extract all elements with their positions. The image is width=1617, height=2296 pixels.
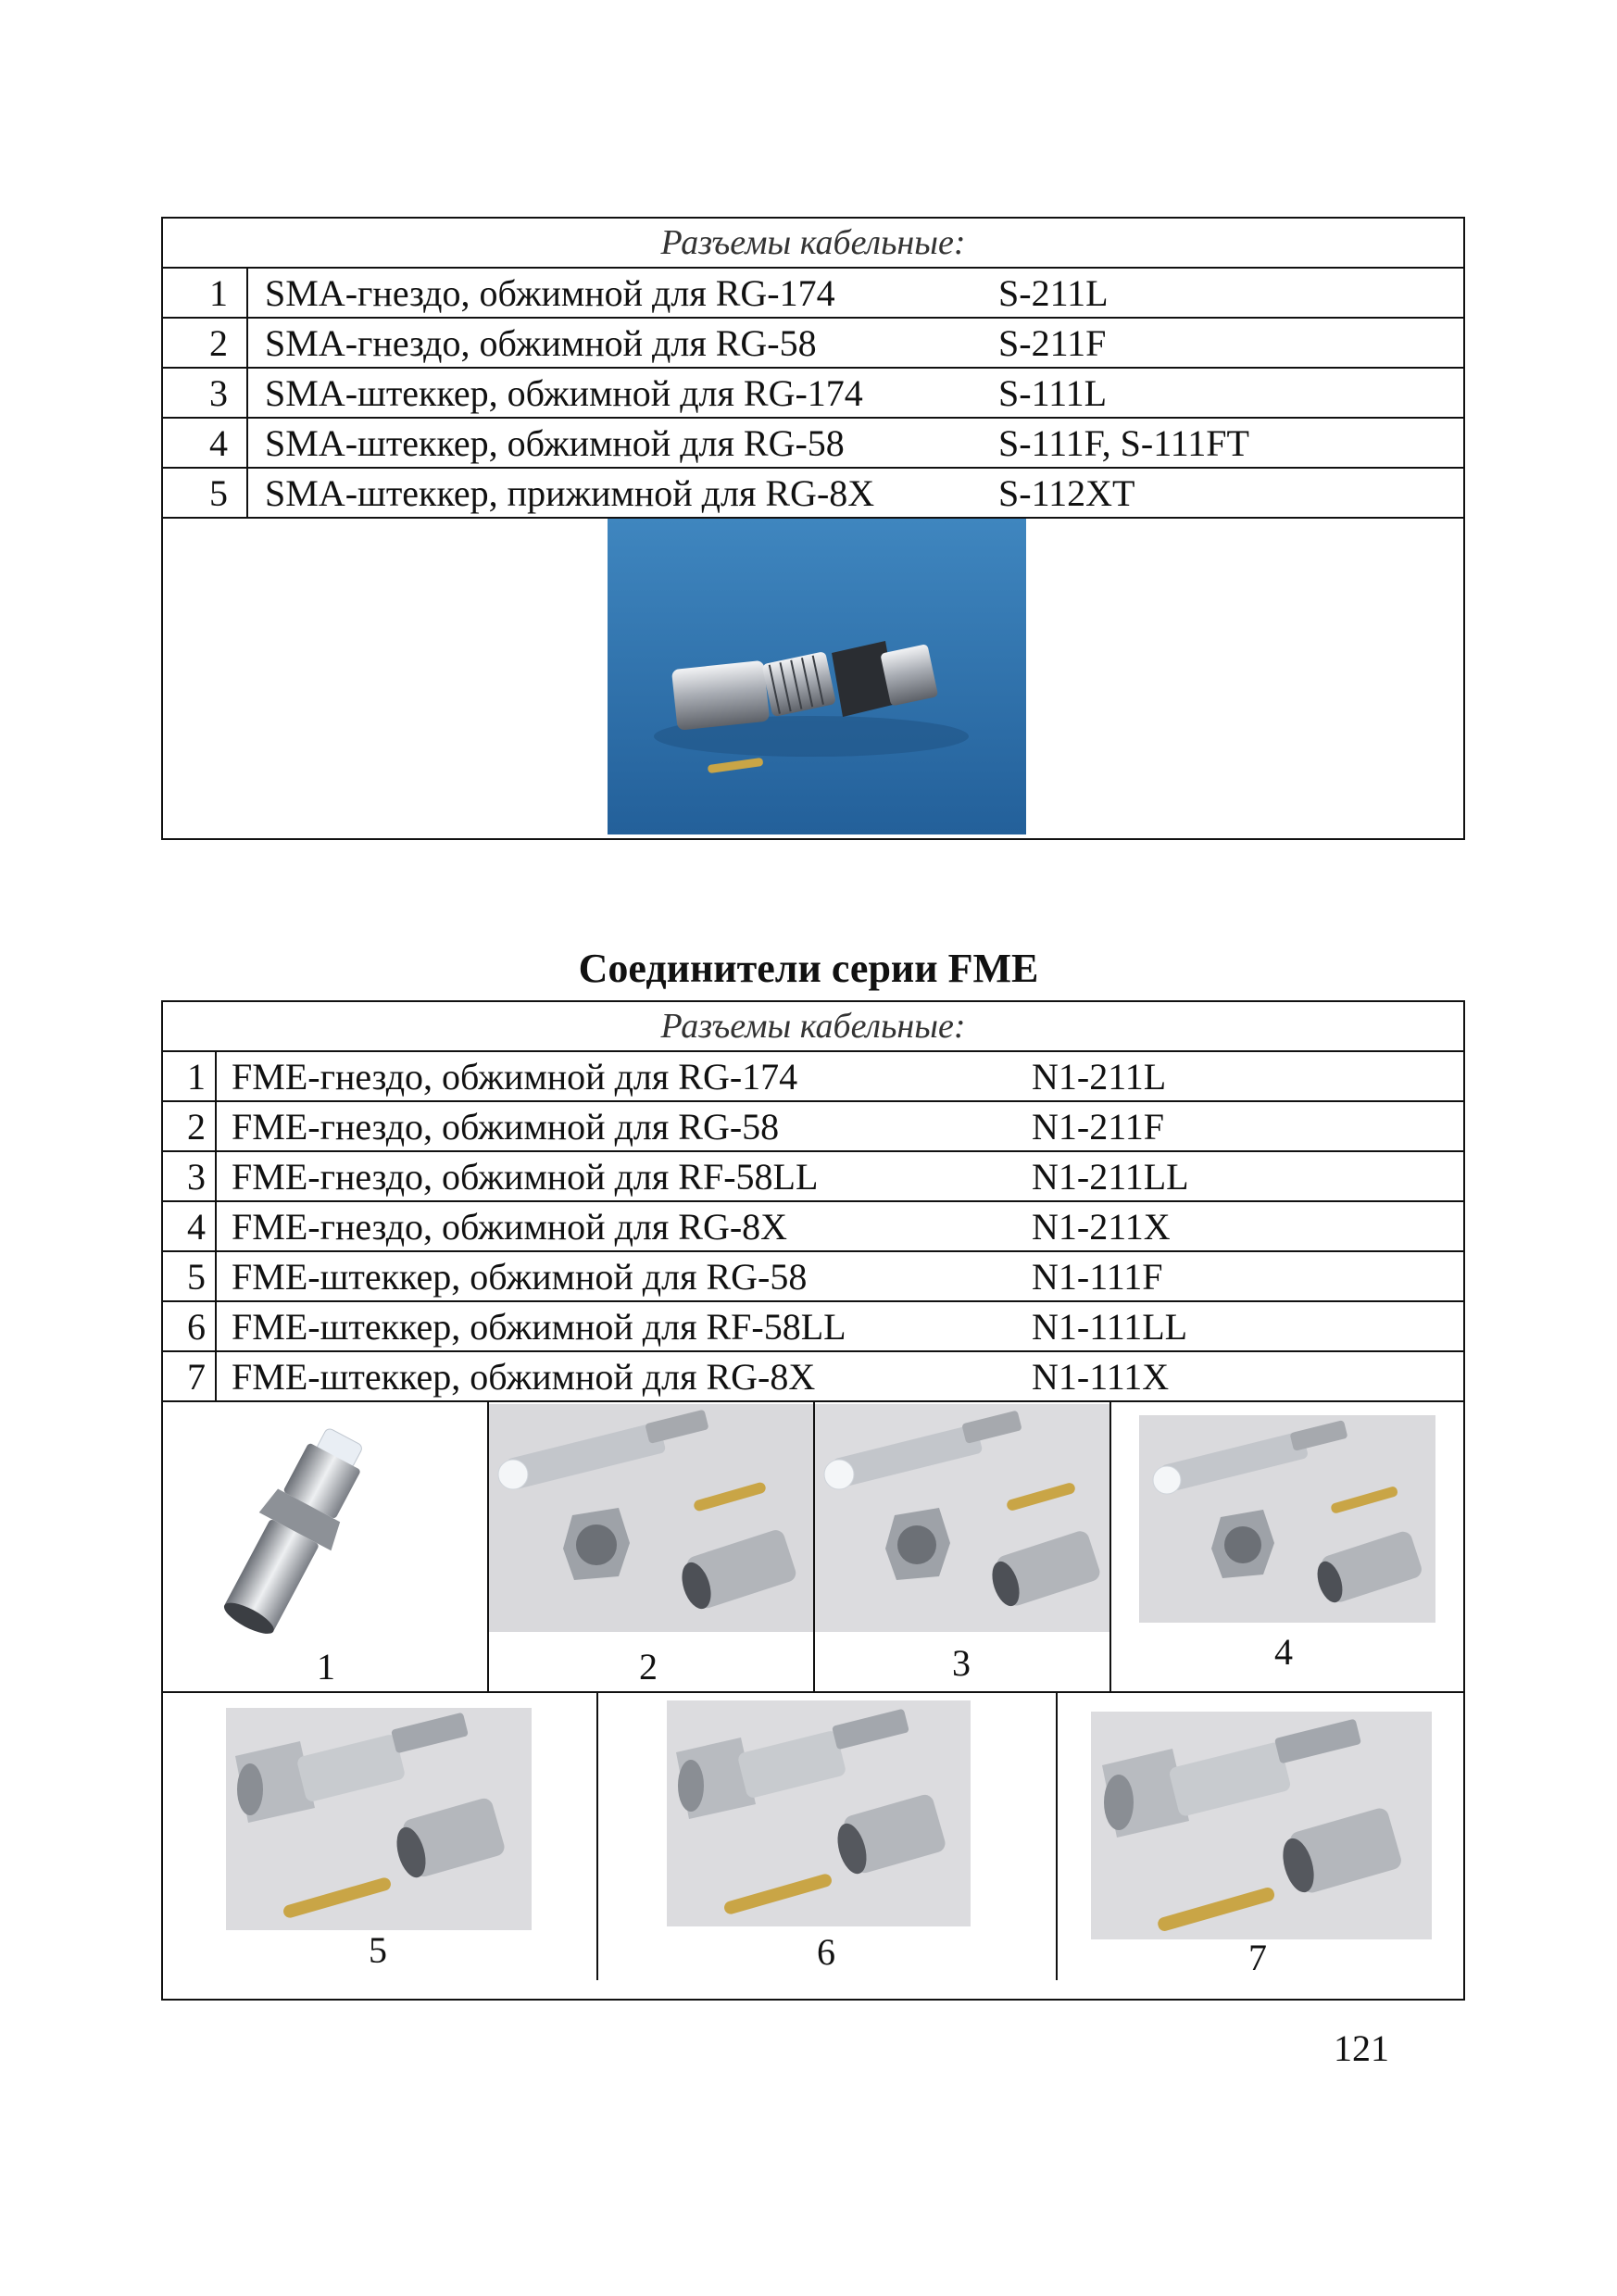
- row-description: SMA-штеккер, прижимной для RG-8X: [265, 471, 875, 514]
- row-number: 3: [163, 1152, 217, 1200]
- row-part-code: N1-211F: [1032, 1105, 1164, 1148]
- sma-table-caption: Разъемы кабельные:: [163, 219, 1463, 269]
- table-row: [163, 1102, 1463, 1152]
- row-number: 5: [163, 469, 248, 517]
- fme-section-title: Соединители серии FME: [578, 946, 1039, 991]
- photo-cell-5: [163, 1693, 598, 1980]
- row-description: FME-штеккер, обжимной для RG-58: [232, 1255, 808, 1298]
- row-part-code: S-211F: [998, 321, 1107, 364]
- fme-plug-kit-photo-7: [1091, 1712, 1432, 1939]
- row-number: 2: [163, 1102, 217, 1150]
- sma-connectors-table: [161, 217, 1465, 840]
- row-description: FME-гнездо, обжимной для RG-174: [232, 1055, 798, 1098]
- row-part-code: N1-211LL: [1032, 1155, 1189, 1198]
- fme-plug-kit-photo-5: [226, 1708, 532, 1930]
- row-description: FME-гнездо, обжимной для RG-58: [232, 1105, 780, 1148]
- row-number: 1: [163, 269, 248, 317]
- photo-cell-6: [598, 1693, 1058, 1980]
- fme-socket-photo-1: [200, 1417, 385, 1639]
- photo-label: 7: [1248, 1937, 1267, 1978]
- table-row: [163, 1252, 1463, 1302]
- photo-cell-2: [489, 1402, 815, 1691]
- row-description: FME-гнездо, обжимной для RG-8X: [232, 1205, 788, 1248]
- row-number: 2: [163, 319, 248, 367]
- photo-label: 4: [1274, 1631, 1293, 1673]
- photo-cell-7: [1058, 1693, 1463, 1980]
- row-number: 4: [163, 1202, 217, 1250]
- fme-table-caption: Разъемы кабельные:: [163, 1002, 1463, 1052]
- table-row: [163, 1202, 1463, 1252]
- sma-connector-photo: [608, 519, 1026, 834]
- row-number: 4: [163, 419, 248, 467]
- fme-socket-kit-photo-4: [1139, 1415, 1435, 1623]
- row-part-code: N1-111F: [1032, 1255, 1163, 1298]
- row-number: 7: [163, 1352, 217, 1400]
- page-number: 121: [1334, 2027, 1389, 2069]
- fme-socket-kit-photo-2: [489, 1404, 813, 1632]
- photo-cell-1: [163, 1402, 489, 1691]
- row-part-code: N1-111X: [1032, 1355, 1170, 1398]
- row-description: FME-гнездо, обжимной для RF-58LL: [232, 1155, 819, 1198]
- table-row: [163, 1152, 1463, 1202]
- row-part-code: S-111F, S-111FT: [998, 421, 1249, 464]
- row-number: 1: [163, 1052, 217, 1100]
- row-number: 5: [163, 1252, 217, 1300]
- photo-cell-3: [815, 1402, 1111, 1691]
- fme-photo-row-2: [163, 1693, 1463, 1980]
- table-row: [163, 269, 1463, 319]
- table-row: [163, 469, 1463, 519]
- row-description: FME-штеккер, обжимной для RF-58LL: [232, 1305, 846, 1348]
- photo-label: 2: [639, 1646, 658, 1687]
- row-description: SMA-гнездо, обжимной для RG-58: [265, 321, 817, 364]
- table-row: [163, 419, 1463, 469]
- table-row: [163, 1052, 1463, 1102]
- row-number: 6: [163, 1302, 217, 1350]
- fme-photo-row-1: [163, 1402, 1463, 1693]
- sma-photo-row: [163, 519, 1463, 834]
- photo-label: 5: [369, 1929, 387, 1971]
- fme-plug-kit-photo-6: [667, 1700, 971, 1926]
- fme-socket-kit-photo-3: [815, 1404, 1109, 1632]
- row-part-code: N1-211L: [1032, 1055, 1167, 1098]
- row-part-code: S-211L: [998, 271, 1109, 314]
- row-part-code: S-111L: [998, 371, 1108, 414]
- table-row: [163, 369, 1463, 419]
- photo-label: 3: [952, 1642, 971, 1684]
- row-description: FME-штеккер, обжимной для RG-8X: [232, 1355, 816, 1398]
- row-part-code: S-112XT: [998, 471, 1135, 514]
- table-row: [163, 1352, 1463, 1402]
- fme-connectors-table: [161, 1000, 1465, 2001]
- row-part-code: N1-111LL: [1032, 1305, 1188, 1348]
- row-number: 3: [163, 369, 248, 417]
- table-row: [163, 319, 1463, 369]
- row-description: SMA-штеккер, обжимной для RG-174: [265, 371, 863, 414]
- table-row: [163, 1302, 1463, 1352]
- photo-cell-4: [1111, 1402, 1463, 1691]
- photo-label: 1: [317, 1646, 335, 1687]
- row-description: SMA-штеккер, обжимной для RG-58: [265, 421, 845, 464]
- row-part-code: N1-211X: [1032, 1205, 1171, 1248]
- row-description: SMA-гнездо, обжимной для RG-174: [265, 271, 835, 314]
- photo-label: 6: [817, 1931, 835, 1973]
